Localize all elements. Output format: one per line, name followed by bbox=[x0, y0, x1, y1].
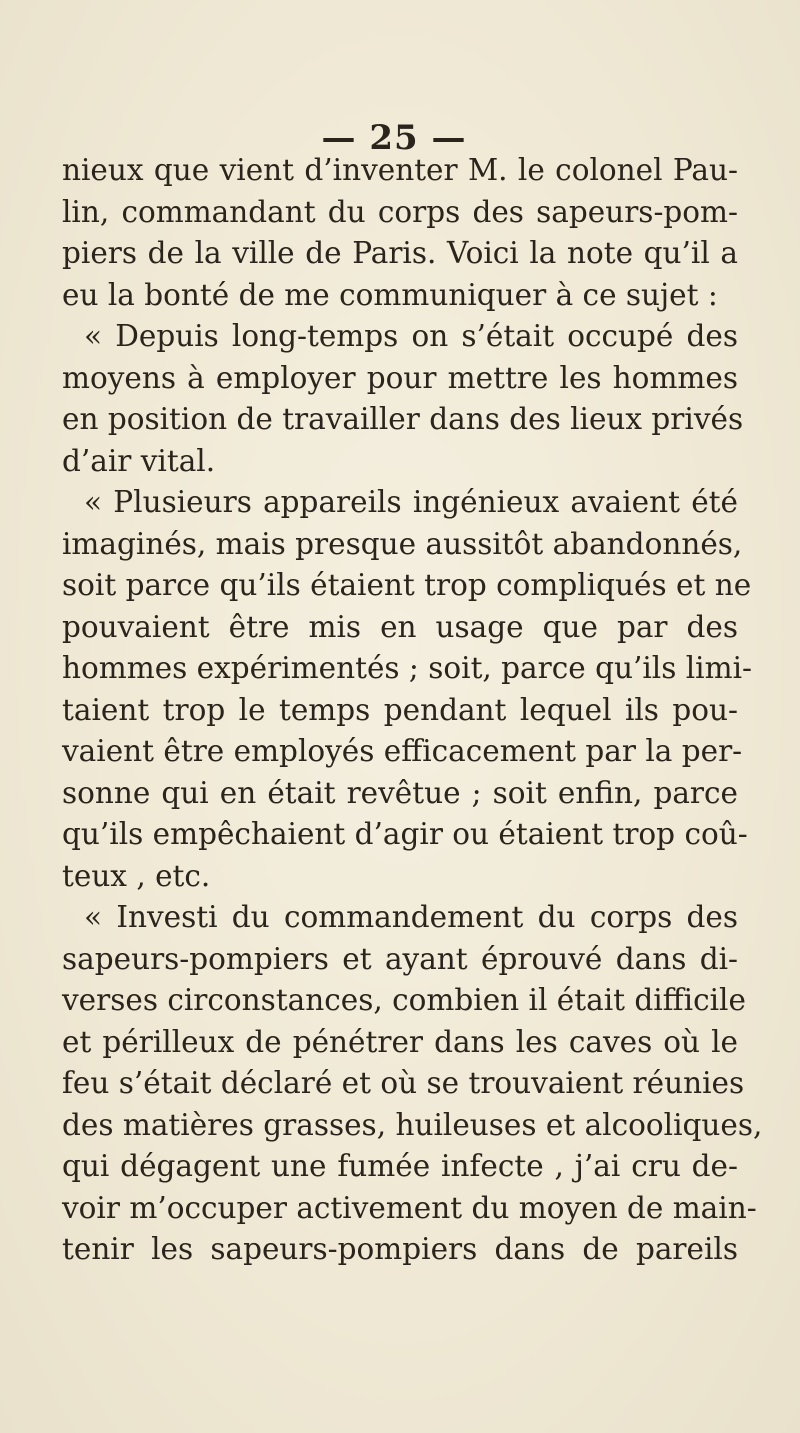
text-line: eu la bonté de me communiquer à ce sujet : bbox=[62, 277, 718, 312]
text-line: imaginés, mais presque aussitôt abandonnés, bbox=[62, 526, 743, 561]
text-line: verses circonstances, combien il était difficile bbox=[62, 983, 746, 1017]
text-line: qui dégagent une fumée infecte , j’ai cru de- bbox=[62, 1149, 738, 1183]
text-line: en position de travailler dans des lieux privés bbox=[62, 402, 744, 436]
text-line: soit parce qu’ils étaient trop compliqués et ne bbox=[62, 568, 752, 602]
text-line: teux , etc. bbox=[62, 858, 211, 893]
page-body-text bbox=[62, 150, 763, 1271]
page-number: — 25 — bbox=[321, 118, 467, 158]
text-line: « Investi du commandement du corps des bbox=[84, 900, 738, 934]
text-line: des matières grasses, huileuses et alcooliques, bbox=[62, 1107, 763, 1142]
text-line: qu’ils empêchaient d’agir ou étaient trop coû- bbox=[62, 817, 748, 851]
text-line: moyens à employer pour mettre les hommes bbox=[62, 360, 738, 395]
text-line: piers de la ville de Paris. Voici la note qu’il a bbox=[62, 236, 738, 270]
text-line: voir m’occuper activement du moyen de main- bbox=[62, 1190, 757, 1225]
text-line: hommes expérimentés ; soit, parce qu’ils limi- bbox=[62, 651, 752, 685]
text-line: lin, commandant du corps des sapeurs-pom- bbox=[62, 194, 738, 229]
text-line: d’air vital. bbox=[62, 443, 216, 478]
text-line: tenir les sapeurs-pompiers dans de pareils bbox=[62, 1232, 738, 1266]
text-line: taient trop le temps pendant lequel ils pou- bbox=[62, 692, 738, 727]
text-line: sonne qui en était revêtue ; soit enfin, parce bbox=[62, 775, 738, 810]
text-line: « Plusieurs appareils ingénieux avaient été bbox=[84, 485, 738, 519]
text-line: nieux que vient d’inventer M. le colonel Pau- bbox=[62, 153, 738, 187]
text-line: feu s’était déclaré et où se trouvaient réunies bbox=[62, 1066, 745, 1100]
text-line: vaient être employés efficacement par la per- bbox=[62, 734, 743, 768]
text-line: et périlleux de pénétrer dans les caves où le bbox=[62, 1024, 738, 1059]
text-line: pouvaient être mis en usage que par des bbox=[62, 609, 738, 644]
text-line: « Depuis long-temps on s’était occupé des bbox=[84, 319, 738, 353]
text-line: sapeurs-pompiers et ayant éprouvé dans di- bbox=[62, 941, 738, 976]
